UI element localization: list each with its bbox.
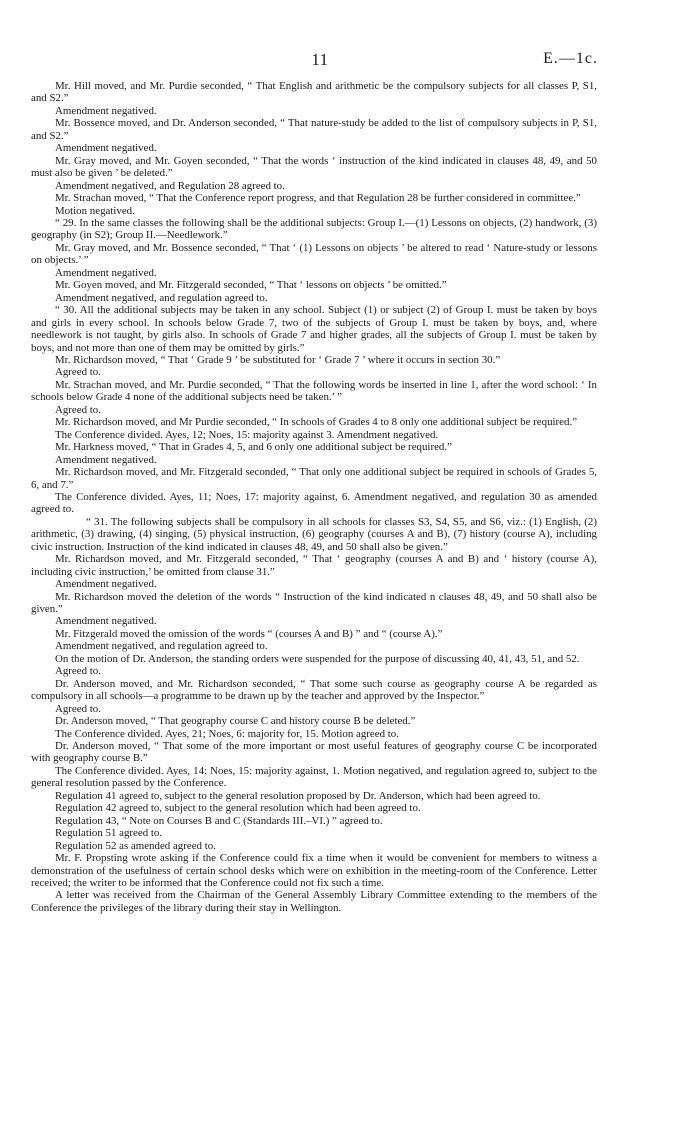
- document-reference: E.—1c.: [543, 50, 598, 67]
- paragraph: Dr. Anderson moved, “ That some of the more important or most useful features of geography course C be incorporated with geography course B.”: [31, 740, 597, 765]
- paragraph: Mr. Strachan moved, and Mr. Purdie seconded, “ That the following words be inserted in line 1, after the word school: ‘ In schools below Grade 4 none of the additional subjects need be taken.’ ”: [31, 378, 597, 404]
- paragraph: Mr. F. Propsting wrote asking if the Conference could fix a time when it would be convenient for members to witness a demonstration of the usefulness of certain school desks which were on exhibition in the meeting-room of the Conference. Letter received; the writer to be informed that the Conference could not fix such a time.: [31, 852, 597, 889]
- paragraph: Agreed to.: [55, 366, 101, 379]
- regulation-quote: “ 31. The following subjects shall be compulsory in all schools for classes S3, S4, S5, and S6, viz.: (1) English, (2) arithmetic, (3) drawing, (4) singing, (5) physical instruction, (6) geography (courses A and B), (7) history (course A), including civic instruction. Instruction of the kind indicated in clauses 48, 49, and 50 shall also be given.”: [31, 515, 597, 553]
- paragraph: Mr. Bossence moved, and Dr. Anderson seconded, “ That nature-study be added to the list of compulsory subjects in P, S1, and S2.”: [31, 117, 597, 142]
- paragraph: Motion negatived.: [55, 204, 135, 217]
- paragraph: Mr. Goyen moved, and Mr. Fitzgerald seconded, “ That ‘ lessons on objects ’ be omitted.”: [55, 279, 447, 292]
- paragraph: Agreed to.: [55, 665, 101, 678]
- paragraph: Mr. Gray moved, and Mr. Goyen seconded, “ That the words ‘ instruction of the kind indicated in clauses 48, 49, and 50 must also be given ’ be deleted.”: [31, 154, 597, 180]
- paragraph: Amendment negatived.: [55, 578, 157, 591]
- paragraph: Amendment negatived.: [55, 266, 157, 279]
- paragraph: The Conference divided. Ayes, 11; Noes, 17: majority against, 6. Amendment negatived, and regulation 30 as amended agreed to.: [31, 490, 597, 516]
- paragraph: Mr. Richardson moved, “ That ‘ Grade 9 ’ be substituted for ‘ Grade 7 ’ where it occurs in section 30.”: [55, 353, 501, 366]
- paragraph: Regulation 43, “ Note on Courses B and C (Standards III.–VI.) ” agreed to.: [55, 814, 383, 827]
- paragraph: Regulation 52 as amended agreed to.: [55, 839, 216, 852]
- paragraph: Amendment negatived.: [55, 453, 157, 466]
- paragraph: Regulation 42 agreed to, subject to the general resolution which had been agreed to.: [55, 802, 421, 815]
- paragraph: Dr. Anderson moved, and Mr. Richardson seconded, “ That some such course as geography course A be regarded as compulsory in all schools—a programme to be drawn up by the teacher and approved by the Inspector.”: [31, 677, 597, 703]
- paragraph: Agreed to.: [55, 702, 101, 715]
- paragraph: Mr. Gray moved, and Mr. Bossence seconded, “ That ‘ (1) Lessons on objects ’ be altered to read ‘ Nature-study or lessons on objects.’ ”: [31, 241, 597, 267]
- paragraph: Mr. Strachan moved, “ That the Conference report progress, and that Regulation 28 be further considered in committee.”: [55, 192, 581, 205]
- paragraph: The Conference divided. Ayes, 12; Noes, 15: majority against 3. Amendment negatived.: [55, 428, 439, 441]
- paragraph: Amendment negatived.: [55, 142, 157, 155]
- page-body: [31, 80, 597, 914]
- paragraph: Agreed to.: [55, 403, 101, 416]
- paragraph: Amendment negatived, and regulation agreed to.: [55, 291, 268, 304]
- paragraph: A letter was received from the Chairman of the General Assembly Library Committee extending to the members of the Conference the privileges of the library during their stay in Wellington.: [31, 889, 597, 914]
- paragraph: Amendment negatived.: [55, 615, 157, 628]
- paragraph: Mr. Richardson moved, and Mr. Fitzgerald seconded, “ That ‘ geography (courses A and B) and ‘ history (course A), including civic instruction,’ be omitted from clause 31.”: [31, 553, 597, 578]
- paragraph: Mr. Fitzgerald moved the omission of the words “ (courses A and B) ” and “ (course A).”: [55, 627, 443, 640]
- paragraph: Amendment negatived, and Regulation 28 agreed to.: [55, 179, 285, 192]
- paragraph: Amendment negatived, and regulation agreed to.: [55, 640, 268, 653]
- paragraph: Regulation 41 agreed to, subject to the general resolution proposed by Dr. Anderson, which had been agreed to.: [55, 789, 541, 802]
- paragraph: Mr. Richardson moved, and Mr Purdie seconded, “ In schools of Grades 4 to 8 only one additional subject be required.”: [55, 416, 578, 429]
- paragraph: Mr. Harkness moved, “ That in Grades 4, 5, and 6 only one additional subject be required.”: [55, 441, 452, 454]
- paragraph: Mr. Hill moved, and Mr. Purdie seconded, “ That English and arithmetic be the compulsory subjects for all classes P, S1, and S2.”: [31, 80, 597, 105]
- page-number: 11: [311, 50, 329, 69]
- paragraph: Mr. Richardson moved, and Mr. Fitzgerald seconded, “ That only one additional subject be required in schools of Grades 5, 6, and 7.”: [31, 466, 597, 491]
- regulation-quote: “ 30. All the additional subjects may be taken in any school. Subject (1) or subject (2) of Group I. must be taken by boys and girls in every school. In schools below Grade 7, two of the subjects of Group I. must be taken by boys, and, where needlework is not taught, by girls also. In schools of Grade 7 and higher grades, all the subjects of Group I. must be taken by boys, and not more than one of them may be omitted by girls.”: [31, 304, 597, 354]
- paragraph: The Conference divided. Ayes, 21; Noes, 6: majority for, 15. Motion agreed to.: [55, 727, 399, 740]
- paragraph: Regulation 51 agreed to.: [55, 827, 163, 840]
- paragraph: Amendment negatived.: [55, 104, 157, 117]
- paragraph: The Conference divided. Ayes, 14: Noes, 15: majority against, 1. Motion negatived, and regulation agreed to, subject to the general resolution passed by the Conference.: [31, 764, 597, 790]
- regulation-quote: “ 29. In the same classes the following shall be the additional subjects: Group I.—(1) Lessons on objects, (2) handwork, (3) geography (in S2); Group II.—Needlework.”: [31, 216, 597, 242]
- paragraph: On the motion of Dr. Anderson, the standing orders were suspended for the purpose of discussing 40, 41, 43, 51, and 52.: [55, 652, 580, 665]
- paragraph: Mr. Richardson moved the deletion of the words “ Instruction of the kind indicated n clauses 48, 49, and 50 shall also be given.”: [31, 590, 597, 616]
- paragraph: Dr. Anderson moved, “ That geography course C and history course B be deleted.”: [55, 715, 416, 728]
